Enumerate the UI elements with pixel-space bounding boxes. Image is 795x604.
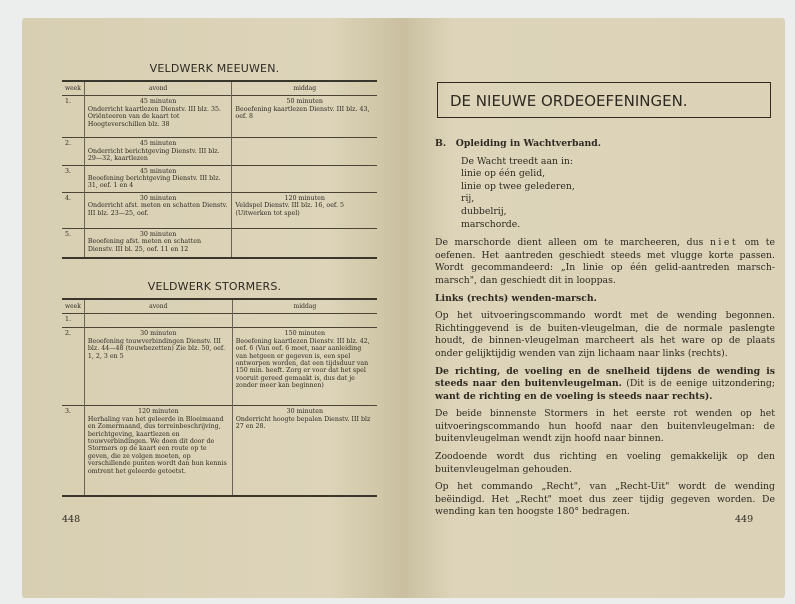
table-row [62,406,377,496]
paragraph [435,237,775,287]
list-item: linie op twee gelederen, [461,180,575,192]
formation-list [461,156,775,232]
middag-cell [232,96,377,138]
list-item: dubbelrij, [461,205,507,217]
col-week: week [65,303,81,310]
avond-cell [84,328,232,406]
table-veldwerk-meeuwen [62,80,377,259]
page-number-left: 448 [62,514,81,525]
activity: Beoefening afst. meten en schatten Dienstv. III bl. 25, oef. 11 en 12 [87,238,202,253]
activity: Onderricht berichtgeving Dienstv. III blz. 29—32, kaartlezen [87,147,220,163]
duration: 30 minuten [139,194,177,202]
table-row [62,328,377,406]
avond-cell [84,138,232,165]
activity: Beoefening kaartlezen Dienstv. III blz. 42, oef. 6 (Van oef. 6 moet, naar aanleiding van hetgeen er gegeven is, een spel ontworpen worden, dat een tijdsduur van 150 min. heeft. Zorg er voor dat het spel vooruit gereed gemaakt is, dus dat je zonder meer kan beginnen) [235,337,370,390]
week-cell: 2. [65,330,72,338]
bold-text: De richting, de voeling en de snelheid tijdens de wending is steeds naar den buitenvleugelman. [435,365,775,390]
emphasis: niet [709,237,739,249]
duration: 150 minuten [284,330,326,338]
avond-cell [84,228,232,258]
col-middag: middag [232,81,377,96]
chapter-heading: DE NIEUWE ORDEOEFENINGEN. [437,82,771,118]
duration: 30 minuten [286,408,324,416]
text: De marschorde dient alleen om te marcheeren, dus [435,237,710,249]
duration: 50 minuten [286,98,323,106]
duration: 30 minuten [139,230,177,238]
activity: Onderricht afst. meten en schatten Dienstv. III blz. 23—25, oef. [87,202,228,217]
table-row [62,192,377,228]
avond-cell [84,192,232,228]
table-row [62,96,377,138]
paragraph: Op het commando „Recht", van „Recht-Uit" wordt de wending beëindigd. Het „Recht" moet dus zeer tijdig gegeven worden. De wending kan ten hoogste 180° bedragen. [435,481,775,518]
week-cell: 4. [65,194,72,202]
duration: 120 minuten [284,194,325,202]
body-text [435,138,775,524]
paragraph: Op het uitvoeringscommando wordt met de wending begonnen. Richtinggevend is de buiten-vleugelman, die de normale paslengte houdt, de binnen-vleugelman marcheert als het ware op de plaats onder gelijktijdig wenden van zijn lichaam naar links (rechts). [435,310,775,359]
bold-text: want de richting en de voeling is steeds naar rechts). [435,390,713,402]
table-row [62,165,377,192]
duration: 45 minuten [139,140,177,148]
activity: Beoefening berichtgeving Dienstv. III blz. 31, oef. 1 en 4 [87,175,221,190]
text: (Dit is de eenige uitzondering; [621,378,775,390]
right-page [407,18,785,598]
text: om te oefenen. Het aantreden geschiedt steeds met vlugge korte passen. Wordt gecommandeerd: „In linie op één gelid-aantreden marsch-marsch", dan geschiedt dit in looppas. [435,237,775,286]
table-row [62,138,377,165]
duration: 45 minuten [139,167,177,175]
week-cell: 1. [65,316,72,324]
subheading: Links (rechts) wenden-marsch. [435,292,597,304]
middag-cell [232,406,377,496]
table1-title: VELDWERK MEEUWEN. [149,62,280,75]
middag-cell [232,228,377,258]
middag-cell [232,192,377,228]
col-avond: avond [84,81,232,96]
left-page [22,18,407,598]
middag-cell [232,138,377,165]
table-row [62,228,377,258]
list-item: rij, [461,193,475,205]
paragraph: Zoodoende wordt dus richting en voeling gemakkelijk op den buitenvleugelman gehouden. [435,451,775,475]
activity: Herhaling van het geleerde in Bloeimaand en Zomermaand, dus terreinbeschrijving, berichtgeving, kaartlezen en touwverbindingen. We doen dit door de Stormers op de kaart een route op te geven, die ze volgen moeten, op verschillende punten wordt dan hun kennis omtrent het geleerde getoetst. [87,415,227,475]
list-item: marschorde. [461,218,521,230]
section-heading: B. Opleiding in Wachtverband. [435,138,602,149]
col-week: week [65,85,81,92]
avond-cell [84,406,232,496]
activity: Beoefening touwverbindingen Dienstv. III blz. 44—48 (touwbezetten) Zie blz. 50, oef. 1, 2, 3 en 5 [87,337,226,360]
table2-title: VELDWERK STORMERS. [147,280,282,293]
list-intro: De Wacht treedt aan in: [461,155,574,167]
list-item: linie op één gelid, [461,168,546,180]
middag-cell [232,314,377,328]
duration: 120 minuten [138,408,179,416]
week-cell: 5. [65,230,72,238]
middag-cell [232,165,377,192]
week-cell: 3. [65,167,72,175]
week-cell: 1. [65,98,72,106]
activity: Beoefening kaartlezen Dienstv. III blz. 43, oef. 8 [235,105,370,121]
page-number-right: 449 [735,514,754,525]
week-cell: 2. [65,140,72,148]
col-middag: middag [232,299,377,314]
paragraph [435,366,775,404]
table-row [62,314,377,328]
activity: Onderricht kaartlezen Dienstv. III blz. 35. Oriënteeren van de kaart tot Hoogteverschillen blz. 38 [87,105,221,128]
week-cell: 3. [65,408,72,416]
col-avond: avond [84,299,232,314]
paragraph: De beide binnenste Stormers in het eerste rot wenden op het uitvoeringscommando hun hoofd naar den buitenvleugelman: de buitenvleugelman wendt zijn hoofd naar binnen. [435,408,775,445]
avond-cell [84,165,232,192]
activity: Onderricht hoogte bepalen Dienstv. III blz 27 en 28. [235,415,371,431]
table-veldwerk-stormers [62,298,377,497]
duration: 30 minuten [140,330,177,338]
activity: Veldspel Dienstv. III blz. 16, oef. 5 (Uitwerken tot spel) [235,202,345,217]
duration: 45 minuten [139,98,177,106]
avond-cell [84,96,232,138]
middag-cell [232,328,377,406]
avond-cell [84,314,232,328]
